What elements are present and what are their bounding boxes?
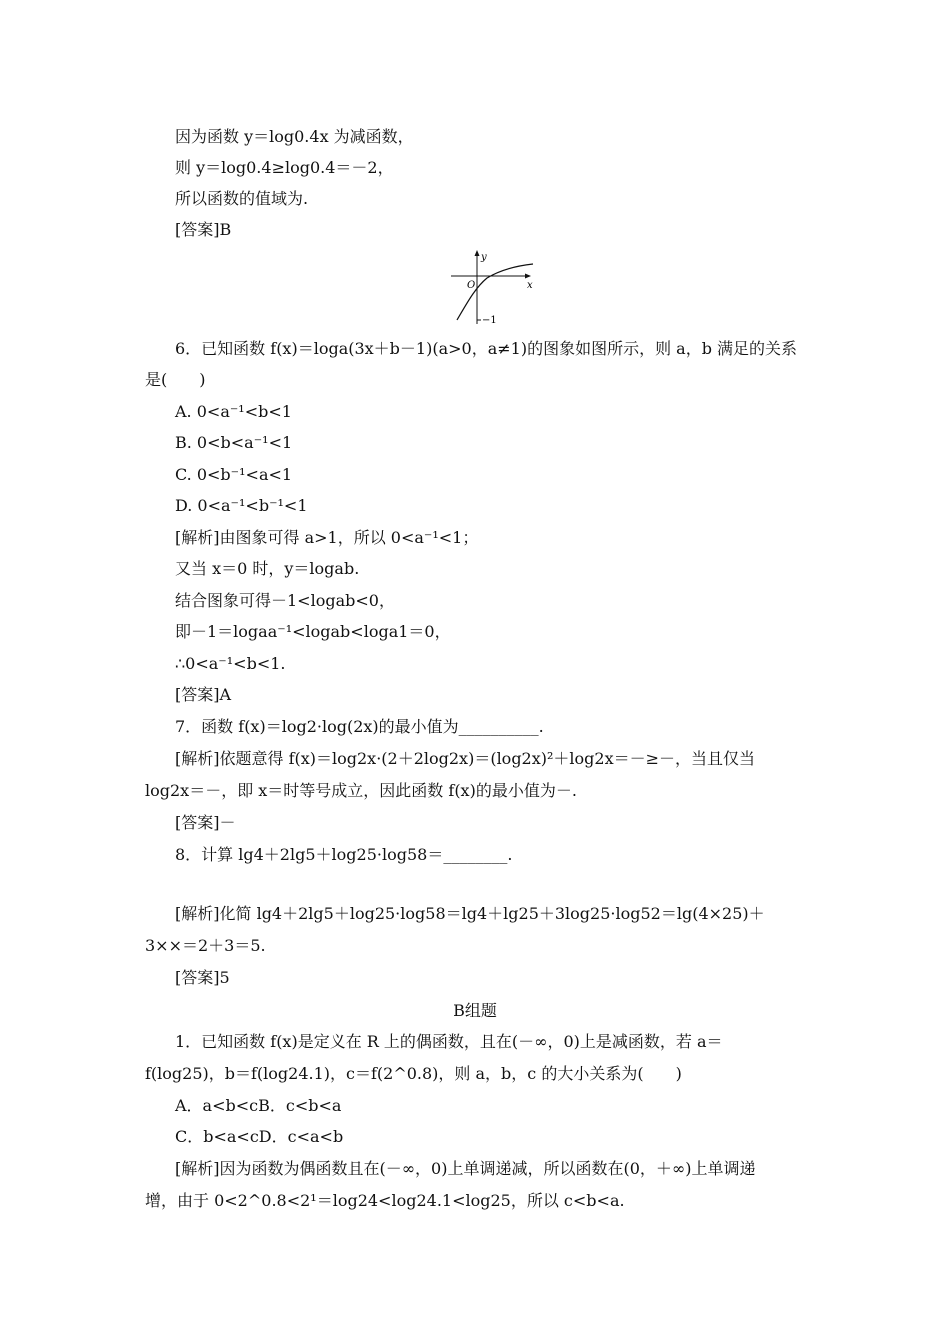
- origin-label: O: [467, 280, 476, 291]
- minus-one-label: −1: [482, 315, 497, 326]
- text-line: 因为函数 y＝log0.4x 为减函数，: [175, 127, 414, 146]
- analysis-line: 增，由于 0<2^0.8<2¹＝log24<log24.1<log25，所以 c<b<a.: [145, 1191, 625, 1210]
- option-line: C．b<a<cD．c<a<b: [175, 1127, 344, 1146]
- answer-line: [答案]－: [175, 813, 236, 832]
- analysis-line: [解析]化简 lg4＋2lg5＋log25·log58＝lg4＋lg25＋3log25·log52＝lg(4×25)＋: [175, 904, 765, 923]
- option-b: B. 0<b<a⁻¹<1: [175, 433, 293, 452]
- text-line: 所以函数的值域为.: [175, 189, 309, 208]
- y-axis-arrow: [475, 250, 480, 256]
- y-axis-label: y: [481, 252, 487, 263]
- analysis-line: log2x＝－，即 x＝时等号成立，因此函数 f(x)的最小值为－.: [145, 781, 577, 800]
- answer-line: [答案]B: [175, 220, 232, 239]
- analysis-line: 结合图象可得－1<logab<0，: [175, 591, 395, 610]
- question-line: f(log25)，b＝f(log24.1)，c＝f(2^0.8)，则 a，b，c 的大小关系为( ): [145, 1064, 682, 1083]
- analysis-line: [解析]因为函数为偶函数且在(－∞，0)上单调递减，所以函数在(0，＋∞)上单调递: [175, 1159, 756, 1178]
- question-line: 8．计算 lg4＋2lg5＋log25·log58＝________.: [175, 845, 513, 864]
- question-line: 1．已知函数 f(x)是定义在 R 上的偶函数，且在(－∞，0)上是减函数，若 a＝: [175, 1032, 723, 1051]
- question-line: 是( ): [145, 370, 206, 389]
- question-line: 7．函数 f(x)＝log2·log(2x)的最小值为__________.: [175, 717, 544, 736]
- analysis-line: [解析]由图象可得 a>1，所以 0<a⁻¹<1；: [175, 528, 479, 547]
- option-line: A．a<b<cB．c<b<a: [175, 1096, 342, 1115]
- answer-line: [答案]5: [175, 968, 230, 987]
- option-a: A. 0<a⁻¹<b<1: [175, 402, 292, 421]
- analysis-line: [解析]依题意得 f(x)＝log2x·(2＋2log2x)＝(log2x)²＋log2x＝－≥－，当且仅当: [175, 749, 756, 768]
- analysis-line: 又当 x＝0 时，y＝logab.: [175, 559, 360, 578]
- analysis-line: 即－1＝logaa⁻¹<logab<loga1＝0，: [175, 622, 451, 641]
- x-axis-label: x: [527, 280, 533, 291]
- text-line: 则 y＝log0.4≥log0.4＝－2，: [175, 158, 394, 177]
- option-c: C. 0<b⁻¹<a<1: [175, 465, 293, 484]
- function-graph-figure: [445, 248, 540, 328]
- analysis-line: ∴0<a⁻¹<b<1.: [175, 654, 286, 673]
- section-heading: B组题: [453, 1001, 497, 1020]
- analysis-line: 3××＝2＋3＝5.: [145, 936, 266, 955]
- log-curve: [457, 264, 533, 320]
- option-d: D. 0<a⁻¹<b⁻¹<1: [175, 496, 308, 515]
- x-axis-arrow: [525, 274, 531, 279]
- question-line: 6．已知函数 f(x)＝loga(3x＋b－1)(a>0，a≠1)的图象如图所示，则 a，b 满足的关系: [175, 339, 798, 358]
- answer-line: [答案]A: [175, 685, 232, 704]
